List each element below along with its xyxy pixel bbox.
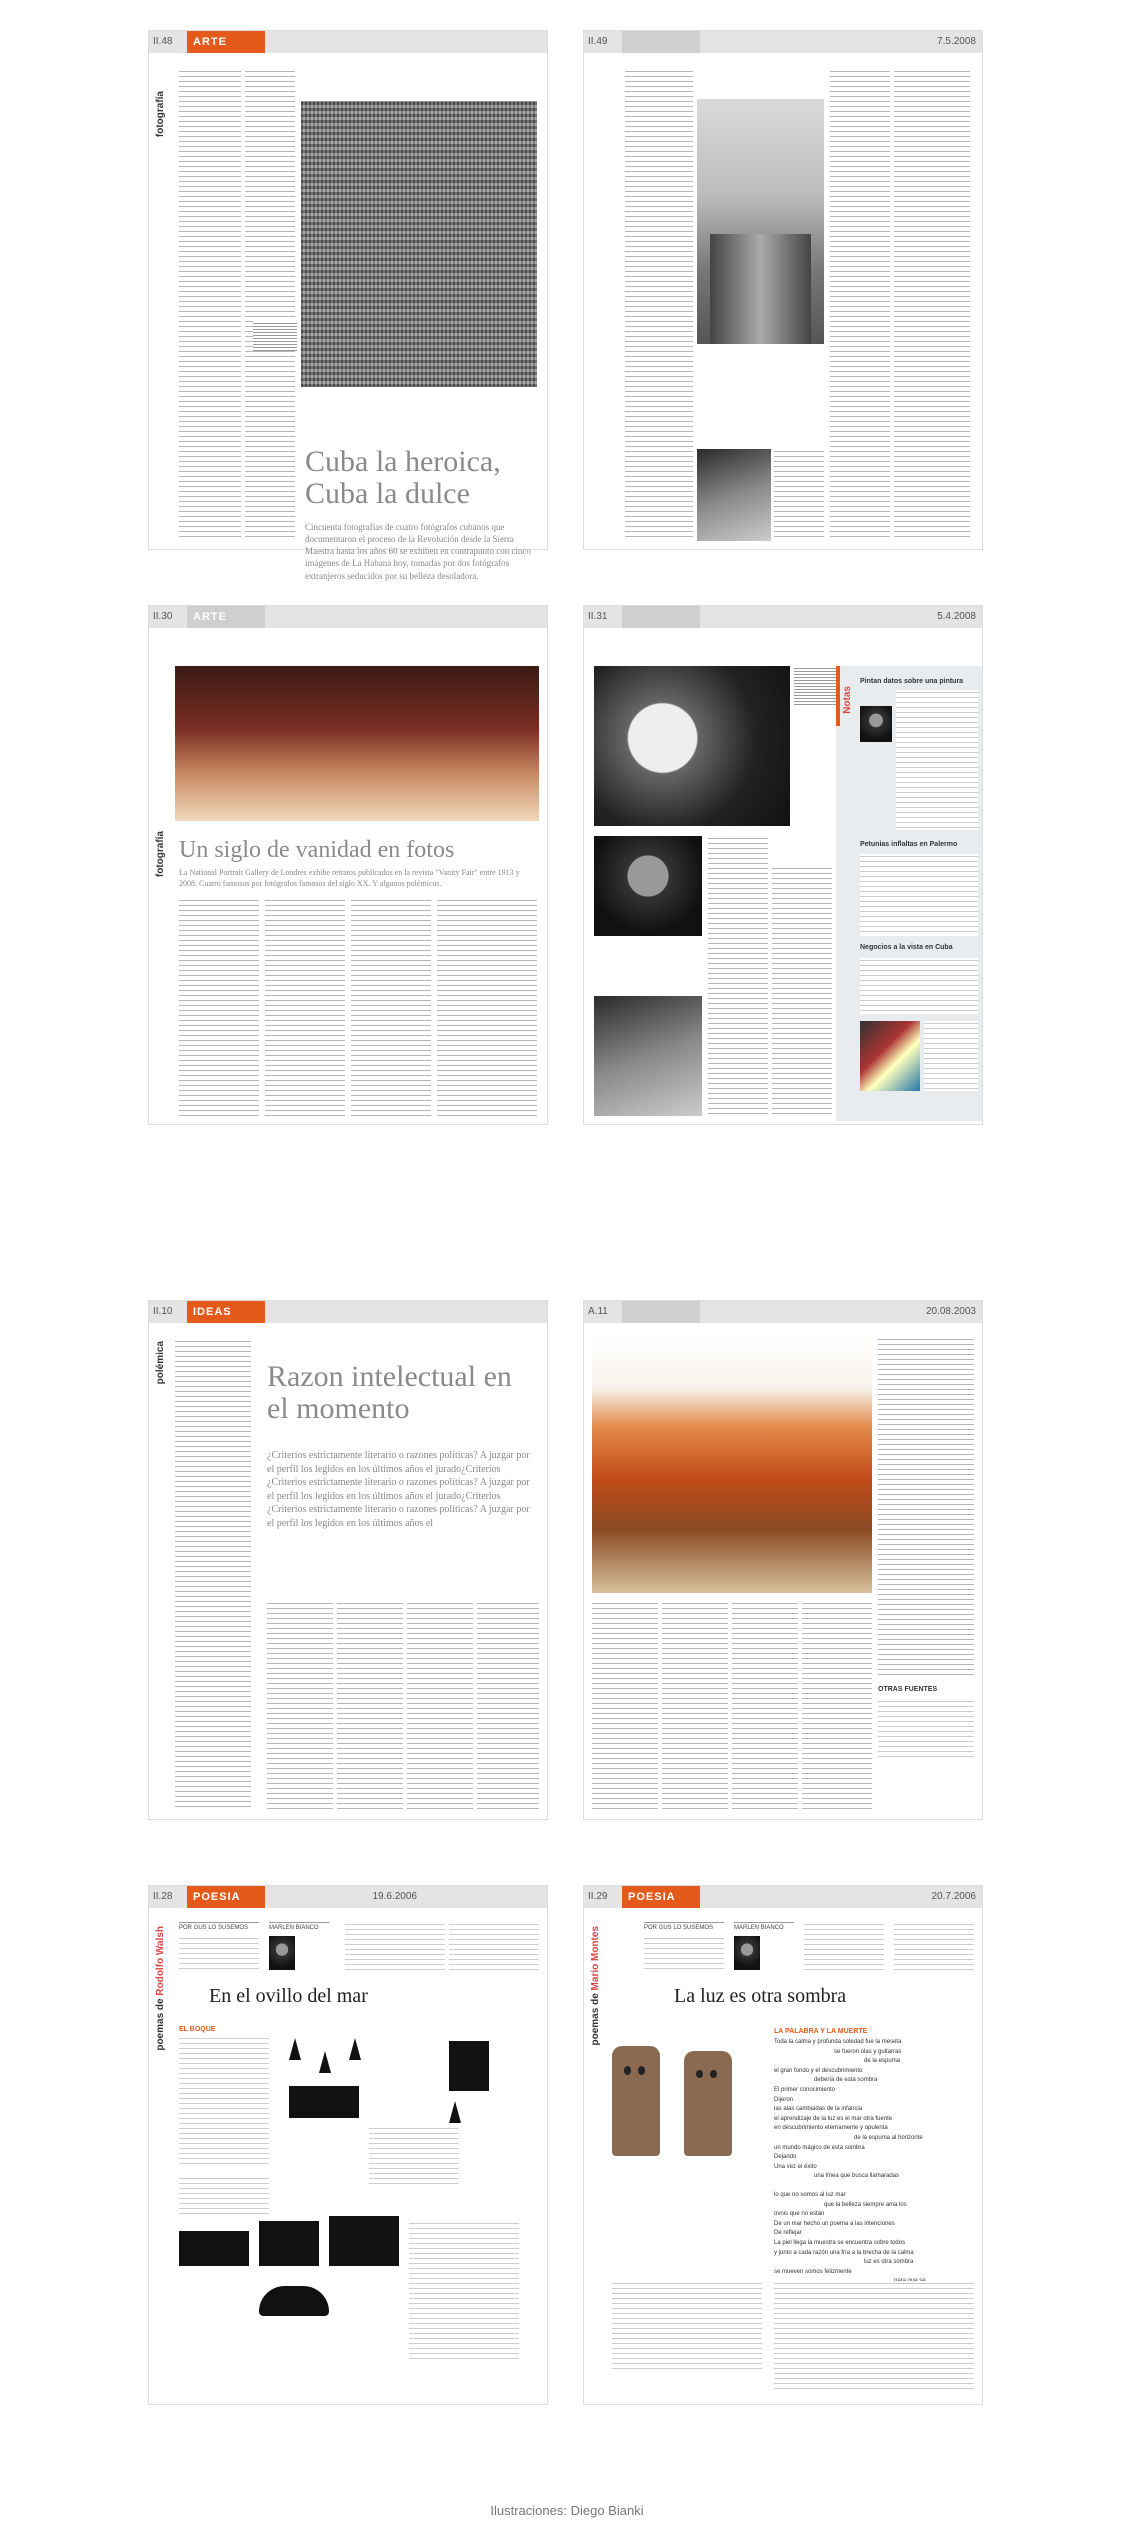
poem-line: se fueron olas y guitarras bbox=[834, 2048, 902, 2055]
poem-line: una línea que busca llamaradas bbox=[814, 2173, 900, 2180]
vertical-kicker bbox=[155, 1926, 166, 2051]
poem-line: en descubrimiento eternamente y opulenta bbox=[774, 2125, 888, 2132]
intro-text bbox=[449, 1922, 539, 1972]
text-column bbox=[732, 1601, 798, 1811]
temple-illustration bbox=[329, 2216, 399, 2266]
photo-caption bbox=[794, 666, 838, 706]
poem-line: de la espuma al horizonte bbox=[854, 2134, 923, 2141]
vertical-kicker: fotografía bbox=[155, 91, 166, 138]
poem-line: Una vez el éxito bbox=[774, 2163, 817, 2170]
poem-line: las alas cambiadas de la infancia bbox=[774, 2106, 863, 2113]
sidebar-heading: Pintan datos sobre una pintura bbox=[860, 678, 964, 685]
page-number: II.10 bbox=[153, 1306, 173, 1317]
page-number: II.48 bbox=[153, 36, 173, 47]
spread3-right-page bbox=[583, 1300, 983, 1820]
spread3-left-page bbox=[148, 1300, 548, 1820]
poem-line: de la espuma bbox=[864, 2058, 901, 2065]
poem-heading: LA PALABRA Y LA MUERTE bbox=[774, 2028, 868, 2035]
portrait-photo bbox=[594, 836, 702, 936]
photo-caption bbox=[253, 321, 297, 351]
intro-text bbox=[179, 1936, 259, 1972]
figure-illustration bbox=[179, 2231, 249, 2266]
text-column bbox=[437, 898, 537, 1118]
text-column bbox=[245, 69, 295, 539]
author-name: MARLEN BIANCO bbox=[734, 1922, 794, 1933]
intro-text bbox=[644, 1936, 724, 1972]
poem-title: En el ovillo del mar bbox=[209, 1985, 368, 2007]
poem-line: De reflejar bbox=[774, 2230, 802, 2237]
text-column bbox=[175, 1339, 251, 1811]
section-tag bbox=[622, 606, 700, 628]
protest-flags-photo bbox=[592, 1337, 872, 1593]
text-column bbox=[592, 1601, 658, 1811]
section-tag: POESIA bbox=[187, 1886, 265, 1908]
poem-text bbox=[774, 2191, 974, 2275]
byline-label: POR GUS LO SUSEMOS bbox=[644, 1925, 714, 1931]
intro-text bbox=[894, 1922, 974, 1972]
poem-line: Dejando bbox=[774, 2154, 797, 2161]
text-column bbox=[772, 866, 832, 1116]
intro-text bbox=[804, 1922, 884, 1972]
spread4-right-page bbox=[583, 1885, 983, 2405]
page-header bbox=[149, 606, 547, 628]
sidebar-label bbox=[836, 666, 840, 726]
page-date: 7.5.2008 bbox=[937, 36, 976, 47]
sidebar-text bbox=[896, 690, 978, 830]
text-column bbox=[407, 1601, 473, 1811]
poem-heading: EL BOQUE bbox=[179, 2026, 216, 2033]
article-title: Razon intelectual en el momento bbox=[267, 1360, 512, 1425]
tree-illustration bbox=[289, 2038, 301, 2060]
text-column bbox=[625, 69, 693, 539]
page-date: 5.4.2008 bbox=[937, 611, 976, 622]
news-sidebar bbox=[836, 666, 982, 1121]
vertical-kicker: fotografía bbox=[155, 831, 166, 878]
spread1-right-page bbox=[583, 30, 983, 550]
sidebar-heading: Petunias inflaltas en Palermo bbox=[860, 841, 958, 848]
clay-figure-illustration bbox=[684, 2051, 732, 2156]
section-tag bbox=[622, 31, 700, 53]
section-tag: IDEAS bbox=[187, 1301, 265, 1323]
poem-line: se mueven somos felizmente bbox=[774, 2268, 852, 2275]
poem-line: lo que no somos al luz mar bbox=[774, 2192, 846, 2198]
sidebar-text bbox=[924, 1021, 978, 1091]
spread2-right-page bbox=[583, 605, 983, 1125]
section-tag: ARTE bbox=[187, 606, 265, 628]
text-column bbox=[774, 449, 824, 541]
text-column bbox=[708, 836, 768, 1116]
sidebar-text bbox=[860, 958, 978, 1014]
author-name: MARLEN BIANCO bbox=[269, 1922, 329, 1933]
street-photo bbox=[697, 99, 824, 344]
poem-line: ovnis que no están bbox=[774, 2211, 825, 2218]
tree-illustration bbox=[349, 2038, 361, 2060]
poem-text bbox=[774, 2038, 974, 2188]
vertical-author: Rodolfo Walsh bbox=[155, 1926, 166, 1996]
text-column bbox=[179, 898, 259, 1118]
page-header bbox=[584, 31, 982, 53]
sidebar-painting bbox=[860, 1021, 920, 1091]
turtle-illustration bbox=[259, 2286, 329, 2316]
poem-line: luz es otra sombra bbox=[864, 2259, 914, 2266]
page-header bbox=[584, 1301, 982, 1323]
crowd-photo bbox=[301, 101, 537, 387]
text-column bbox=[351, 898, 431, 1118]
section-tag bbox=[622, 1301, 700, 1323]
article-lead: ¿Criterios estrictamente literario o razones políticas? A juzgar por el perfil los legidos en los últimos años el jurado¿Criterios ¿Criterios estrictamente literario o razones políticas? A juzgar por el perfil los legidos en los últimos años el jurado¿Criterios ¿Criterios estrictamente literario o razones políticas? A juzgar por el perfil los legidos en los últimos años el bbox=[267, 1450, 530, 1529]
box-text bbox=[878, 1699, 974, 1761]
poem-text bbox=[774, 2281, 974, 2391]
illustration-credit: Ilustraciones: Diego Bianki bbox=[490, 2503, 644, 2518]
vertical-prefix: poemas de bbox=[155, 1998, 166, 2051]
section-tag: ARTE bbox=[187, 31, 265, 53]
poem-line: Dijeron bbox=[774, 2096, 794, 2103]
poem-line: De un mar hecho un poema a las intenciones bbox=[774, 2220, 895, 2227]
vertical-kicker bbox=[590, 1926, 601, 2045]
page-number: A.11 bbox=[588, 1306, 608, 1317]
byline bbox=[644, 1922, 724, 1933]
spread1-left-page bbox=[148, 30, 548, 581]
text-column bbox=[265, 898, 345, 1118]
poem-line: Toda la calma y profunda soledad fue la meseta bbox=[774, 2039, 902, 2045]
sidebar-text bbox=[860, 854, 978, 936]
tree-illustration bbox=[319, 2051, 331, 2073]
page-header bbox=[584, 1886, 982, 1908]
author-photo bbox=[734, 1936, 760, 1970]
page-number: II.28 bbox=[153, 1891, 173, 1902]
page-header bbox=[149, 1301, 547, 1323]
article-title: Un siglo de vanidad en fotos bbox=[179, 837, 455, 863]
intro-text bbox=[345, 1922, 445, 1972]
vertical-author: Mario Montes bbox=[590, 1926, 601, 1991]
text-column bbox=[179, 69, 241, 539]
poem-line: El primer conocimiento bbox=[774, 2086, 836, 2093]
text-column bbox=[878, 1337, 974, 1677]
page-number: II.49 bbox=[588, 36, 608, 47]
text-column bbox=[662, 1601, 728, 1811]
text-column bbox=[830, 69, 890, 539]
poem-line: debería de esta sombra bbox=[814, 2077, 878, 2084]
sidebar-heading: Negocios a la vista en Cuba bbox=[860, 944, 953, 951]
tree-illustration bbox=[449, 2101, 461, 2123]
church-illustration bbox=[259, 2221, 319, 2266]
poem-text bbox=[369, 2126, 459, 2186]
sidebar-vertical-title: Notas bbox=[842, 686, 853, 714]
poem-text bbox=[409, 2221, 519, 2361]
page-header bbox=[149, 1886, 547, 1908]
byline-label: POR GUS LO SUSEMOS bbox=[179, 1925, 249, 1931]
poem-line: que la belleza siempre ama los bbox=[824, 2201, 907, 2208]
page-date: 19.6.2006 bbox=[372, 1891, 417, 1902]
spread2-left-page bbox=[148, 605, 548, 1125]
byline bbox=[179, 1922, 259, 1933]
box-title: OTRAS FUENTES bbox=[878, 1686, 938, 1693]
author-photo bbox=[269, 1936, 295, 1970]
clay-figure-illustration bbox=[612, 2046, 660, 2156]
text-column bbox=[894, 69, 970, 539]
poem-text bbox=[179, 2176, 269, 2216]
poem-line: un mundo mágico de esta sombra bbox=[774, 2144, 865, 2151]
house-illustration bbox=[289, 2086, 359, 2118]
article-lead: Cincuenta fotografías de cuatro fotógrafos cubanos que documentaron el proceso de la Revolución desde la Sierra Maestra hasta los años 60 se exhiben en contrapunto con cinco imágenes de La Habana hoy, tomadas por dos fotógrafos extranjeros seducidos por su belleza desoladora. bbox=[305, 522, 531, 581]
vanity-fair-group-photo bbox=[175, 666, 539, 821]
sidebar-photo bbox=[860, 706, 892, 742]
tower-illustration bbox=[449, 2041, 489, 2091]
text-column bbox=[477, 1601, 539, 1811]
page-number: II.29 bbox=[588, 1891, 608, 1902]
page-date: 20.08.2003 bbox=[925, 1306, 976, 1317]
poem-line: el aprendizaje de la luz es el mar otra fuente bbox=[774, 2115, 893, 2122]
spread4-left-page bbox=[148, 1885, 548, 2405]
vertical-prefix: poemas de bbox=[590, 1993, 601, 2046]
article-title: Cuba la heroica, Cuba la dulce bbox=[305, 445, 501, 510]
article-lead: La National Portrait Gallery de Londres exhibe retratos publicados en la revista "Vanity Fair" entre 1913 y 2008. Cuatro famosos por fotógrafos famosos del siglo XX. Y algunos polémicos. bbox=[179, 868, 520, 888]
page-number: II.30 bbox=[153, 611, 173, 622]
poem-line: La piel llega la muestra se encuentra sobre todos bbox=[774, 2239, 906, 2246]
text-column bbox=[802, 1601, 872, 1811]
poem-line: y junto a cada razón una fría a la brecha de la calma bbox=[774, 2249, 914, 2256]
section-tag: POESIA bbox=[622, 1886, 700, 1908]
page-date: 20.7.2006 bbox=[931, 1891, 976, 1902]
text-column bbox=[337, 1601, 403, 1811]
poem-text bbox=[179, 2036, 269, 2166]
page-header bbox=[149, 31, 547, 53]
poem-line: el gran fondo y el descubrimiento bbox=[774, 2067, 863, 2074]
poem-text bbox=[612, 2281, 762, 2371]
building-photo bbox=[697, 449, 771, 541]
poem-title: La luz es otra sombra bbox=[674, 1985, 847, 2007]
page-number: II.31 bbox=[588, 611, 608, 622]
text-column bbox=[267, 1601, 333, 1811]
portrait-photo bbox=[594, 666, 790, 826]
portrait-photo bbox=[594, 996, 702, 1116]
page-header bbox=[584, 606, 982, 628]
vertical-kicker: polémica bbox=[155, 1341, 166, 1385]
